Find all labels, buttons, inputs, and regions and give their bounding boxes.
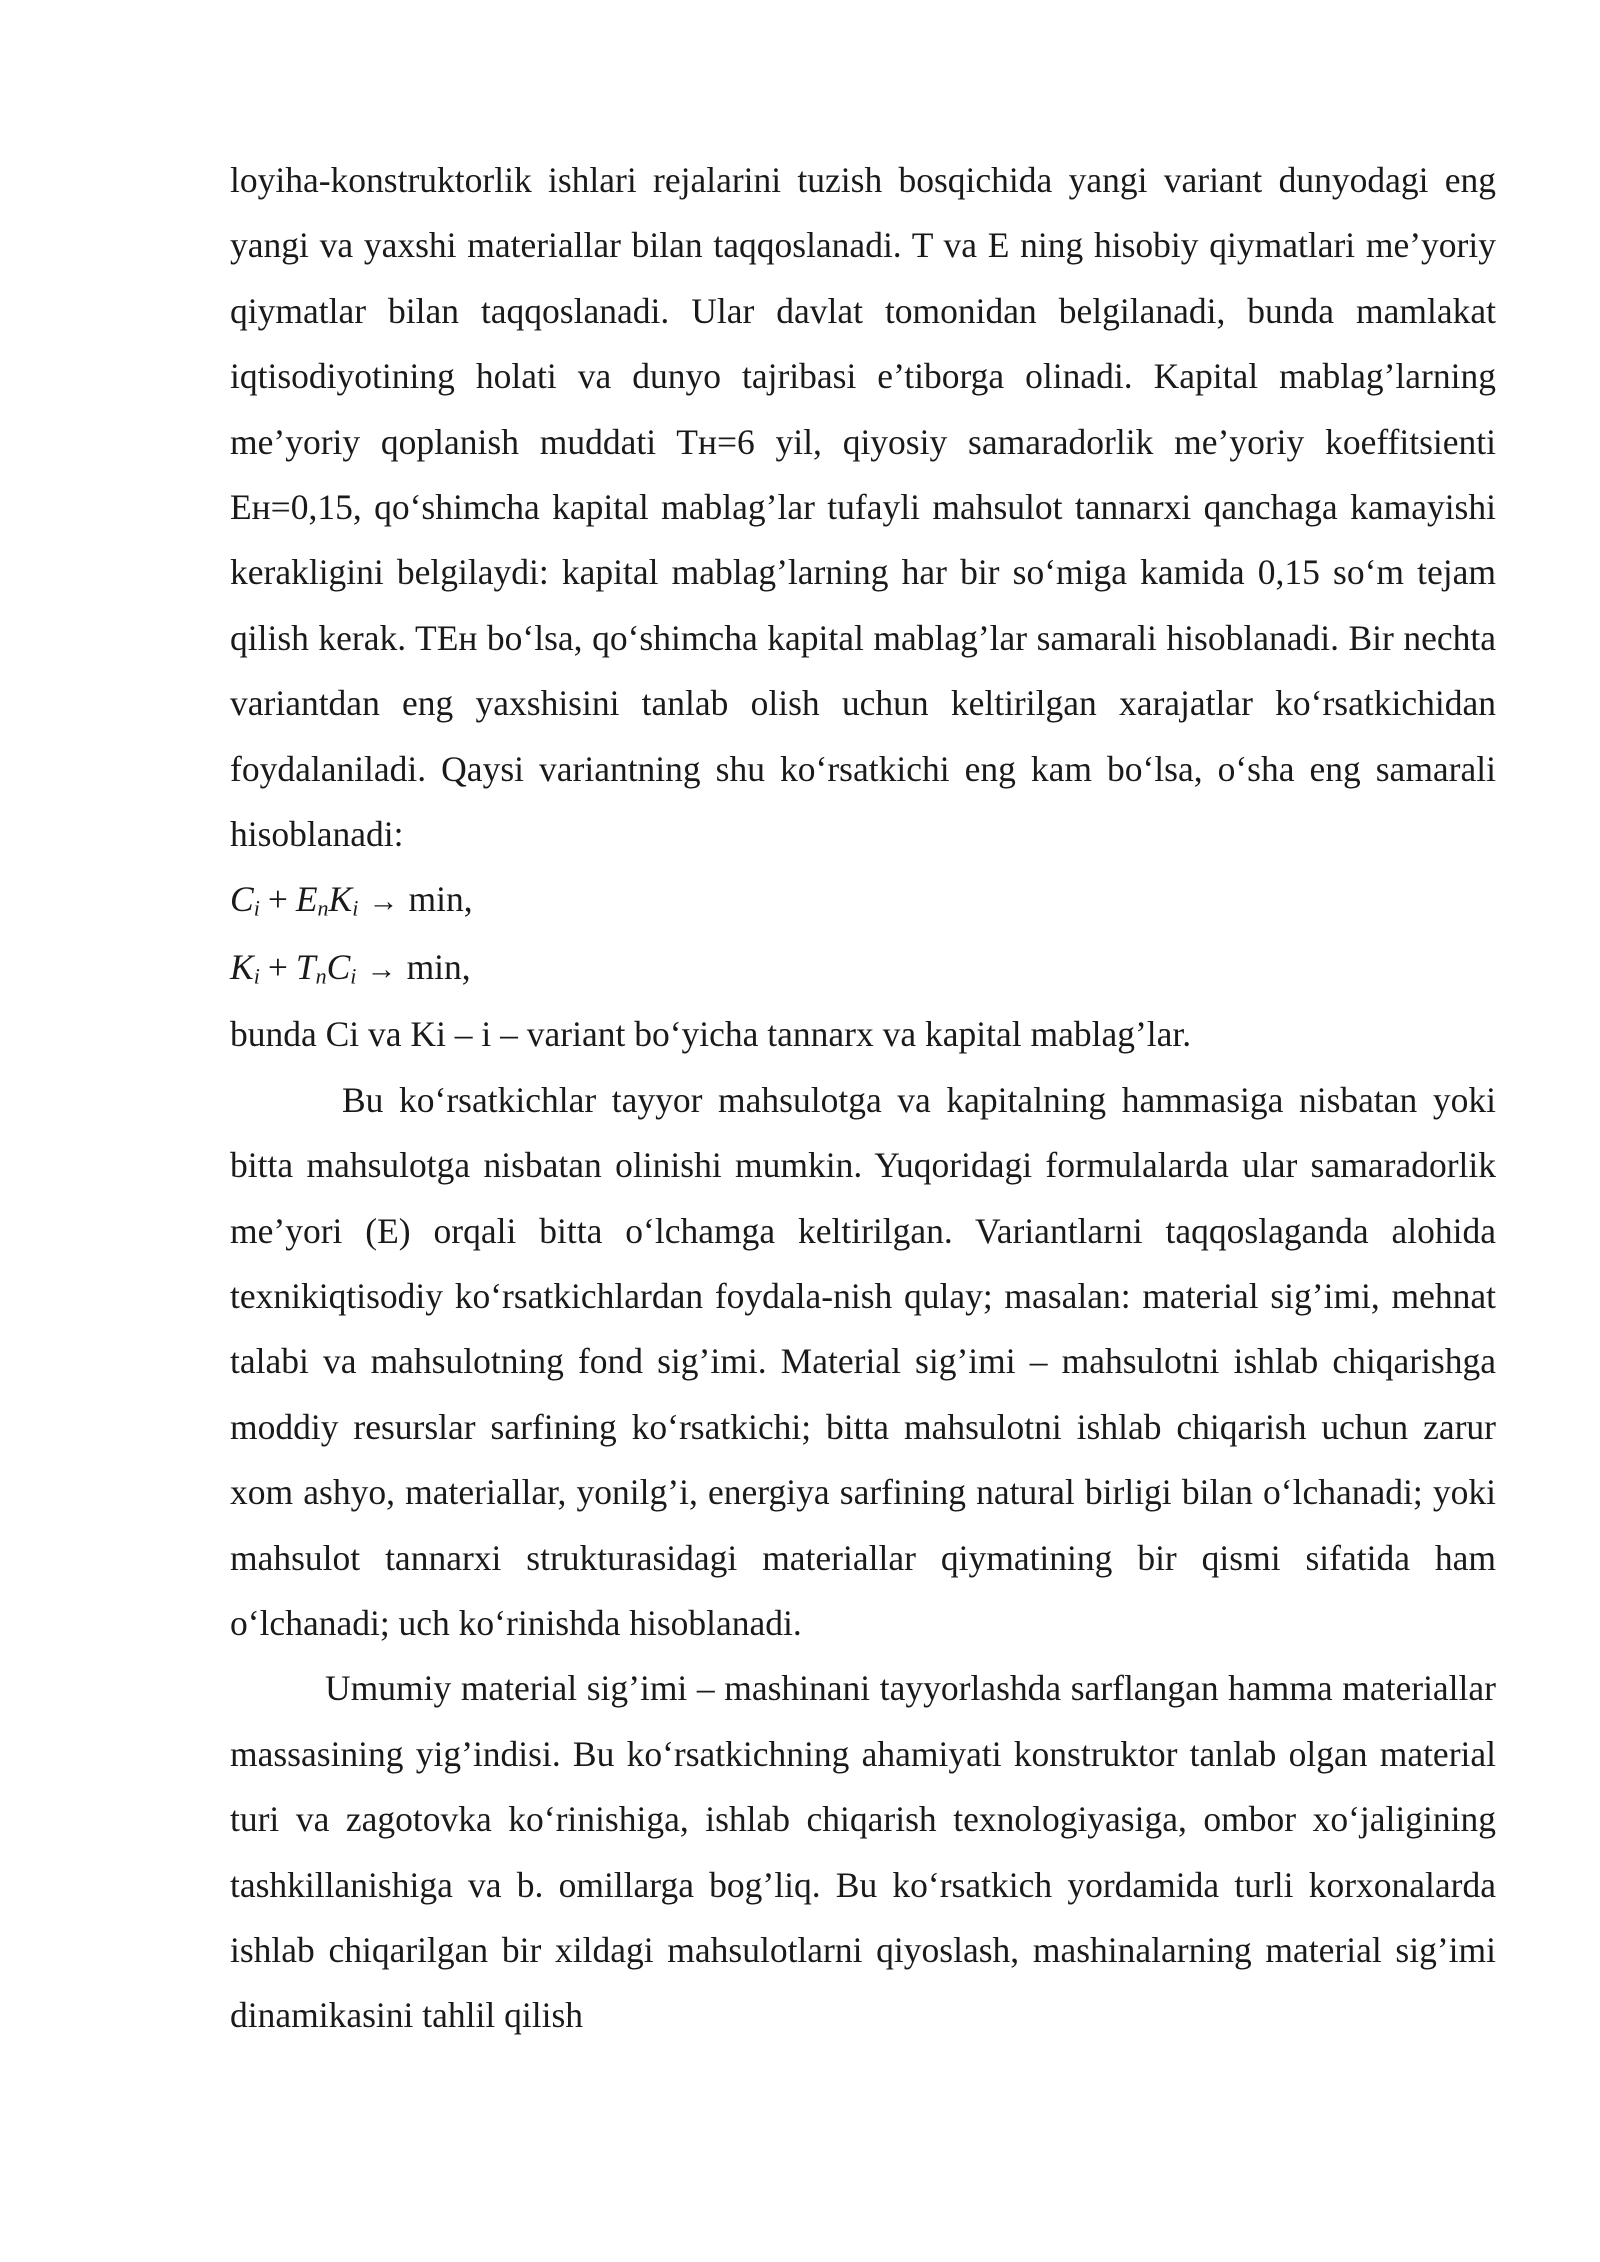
formula-plus: + [267,946,288,987]
formula-var-c: C [230,879,254,920]
formula-sub-i: i [350,963,357,989]
formula-var-t: T [295,946,316,987]
formula-plus: + [267,879,288,920]
formula-capital-min [230,935,1496,1002]
formula-cost-min [230,867,1496,934]
paragraph-intro: loyiha-konstruktorlik ishlari rejalarini tuzish bosqichida yangi variant dunyodagi eng yangi va yaxshi materiallar bilan taqqoslanadi. T va E ning hisobiy qiymatlari me’yoriy qiymatlar bilan taqqoslanadi. Ular davlat tomonidan belgilanadi, bunda mamlakat iqtisodiyotining holati va dunyo tajribasi e’tiborga olinadi. Kapital mablag’larning me’yoriy qoplanish muddati Tн=6 yil, qiyosiy samaradorlik me’yoriy koeffitsienti Eн=0,15, qo‘shimcha kapital mablag’lar tufayli mahsulot tannarxi qanchaga kamayishi kerakligini belgilaydi: kapital mablag’larning har bir so‘miga kamida 0,15 so‘m tejam qilish kerak. TEн bo‘lsa, qo‘shimcha kapital mablag’lar samarali hisoblanadi. Bir nechta variantdan eng yaxshisini tanlab olish uchun keltirilgan xarajatlar ko‘rsatkichidan foydalaniladi. Qaysi variantning shu ko‘rsatkichi eng kam bo‘lsa, o‘sha eng samarali hisoblanadi: [230,160,1496,855]
formula-var-k: K [230,946,254,987]
paragraph-definitions: bunda Ci va Ki – i – variant bo‘yicha tannarx va kapital mablag’lar. [230,1014,1192,1055]
formula-var-e: E [295,879,318,920]
formula-arrow: → [368,884,399,919]
formula-sub-n: n [315,963,327,989]
formula-var-k: K [328,879,353,920]
formula-sub-i: i [352,895,359,921]
paragraph-material-intensity: Umumiy material sig’imi – mashinani tayyorlashda sarflangan hamma materiallar massasining yig’indisi. Bu ko‘rsatkichning ahamiyati konstruktor tanlab olgan material turi va zagotovka ko‘rinishiga, ishlab chiqarish texnologiyasiga, ombor xo‘jaligining tashkillanishiga va b. omillarga bog’liq. Bu ko‘rsatkich yordamida turli korxonalarda ishlab chiqarilgan bir xildagi mahsulotlarni qiyoslash, mashinalarning material sig’imi dinamikasini tahlil qilish [230,1668,1496,2036]
formula-sub-i: i [253,895,260,921]
formula-var-c: C [326,946,351,987]
paragraph-indicators: Bu ko‘rsatkichlar tayyor mahsulotga va kapitalning hammasiga nisbatan yoki bitta mahsulotga nisbatan olinishi mumkin. Yuqoridagi formulalarda ular samaradorlik me’yori (E) orqali bitta o‘lchamga keltirilgan. Variantlarni taqqoslaganda alohida texnikiqtisodiy ko‘rsatkichlardan foydala-nish qulay; masalan: material sig’imi, mehnat talabi va mahsulotning fond sig’imi. Material sig’imi – mahsulotni ishlab chiqarishga moddiy resurslar sarfining ko‘rsatkichi; bitta mahsulotni ishlab chiqarish uchun zarur xom ashyo, materiallar, yonilg’i, energiya sarfining natural birligi bilan o‘lchanadi; yoki mahsulot tannarxi strukturasidagi materiallar qiymatining bir qismi sifatida ham o‘lchanadi; uch ko‘rinishda hisoblanadi. [230,1079,1496,1643]
formula-sub-n: n [317,895,329,921]
document-page [230,148,1496,2049]
formula-sub-i: i [253,963,260,989]
formula-result: min, [408,879,473,920]
formula-result: min, [406,946,471,987]
formula-arrow: → [366,951,397,986]
